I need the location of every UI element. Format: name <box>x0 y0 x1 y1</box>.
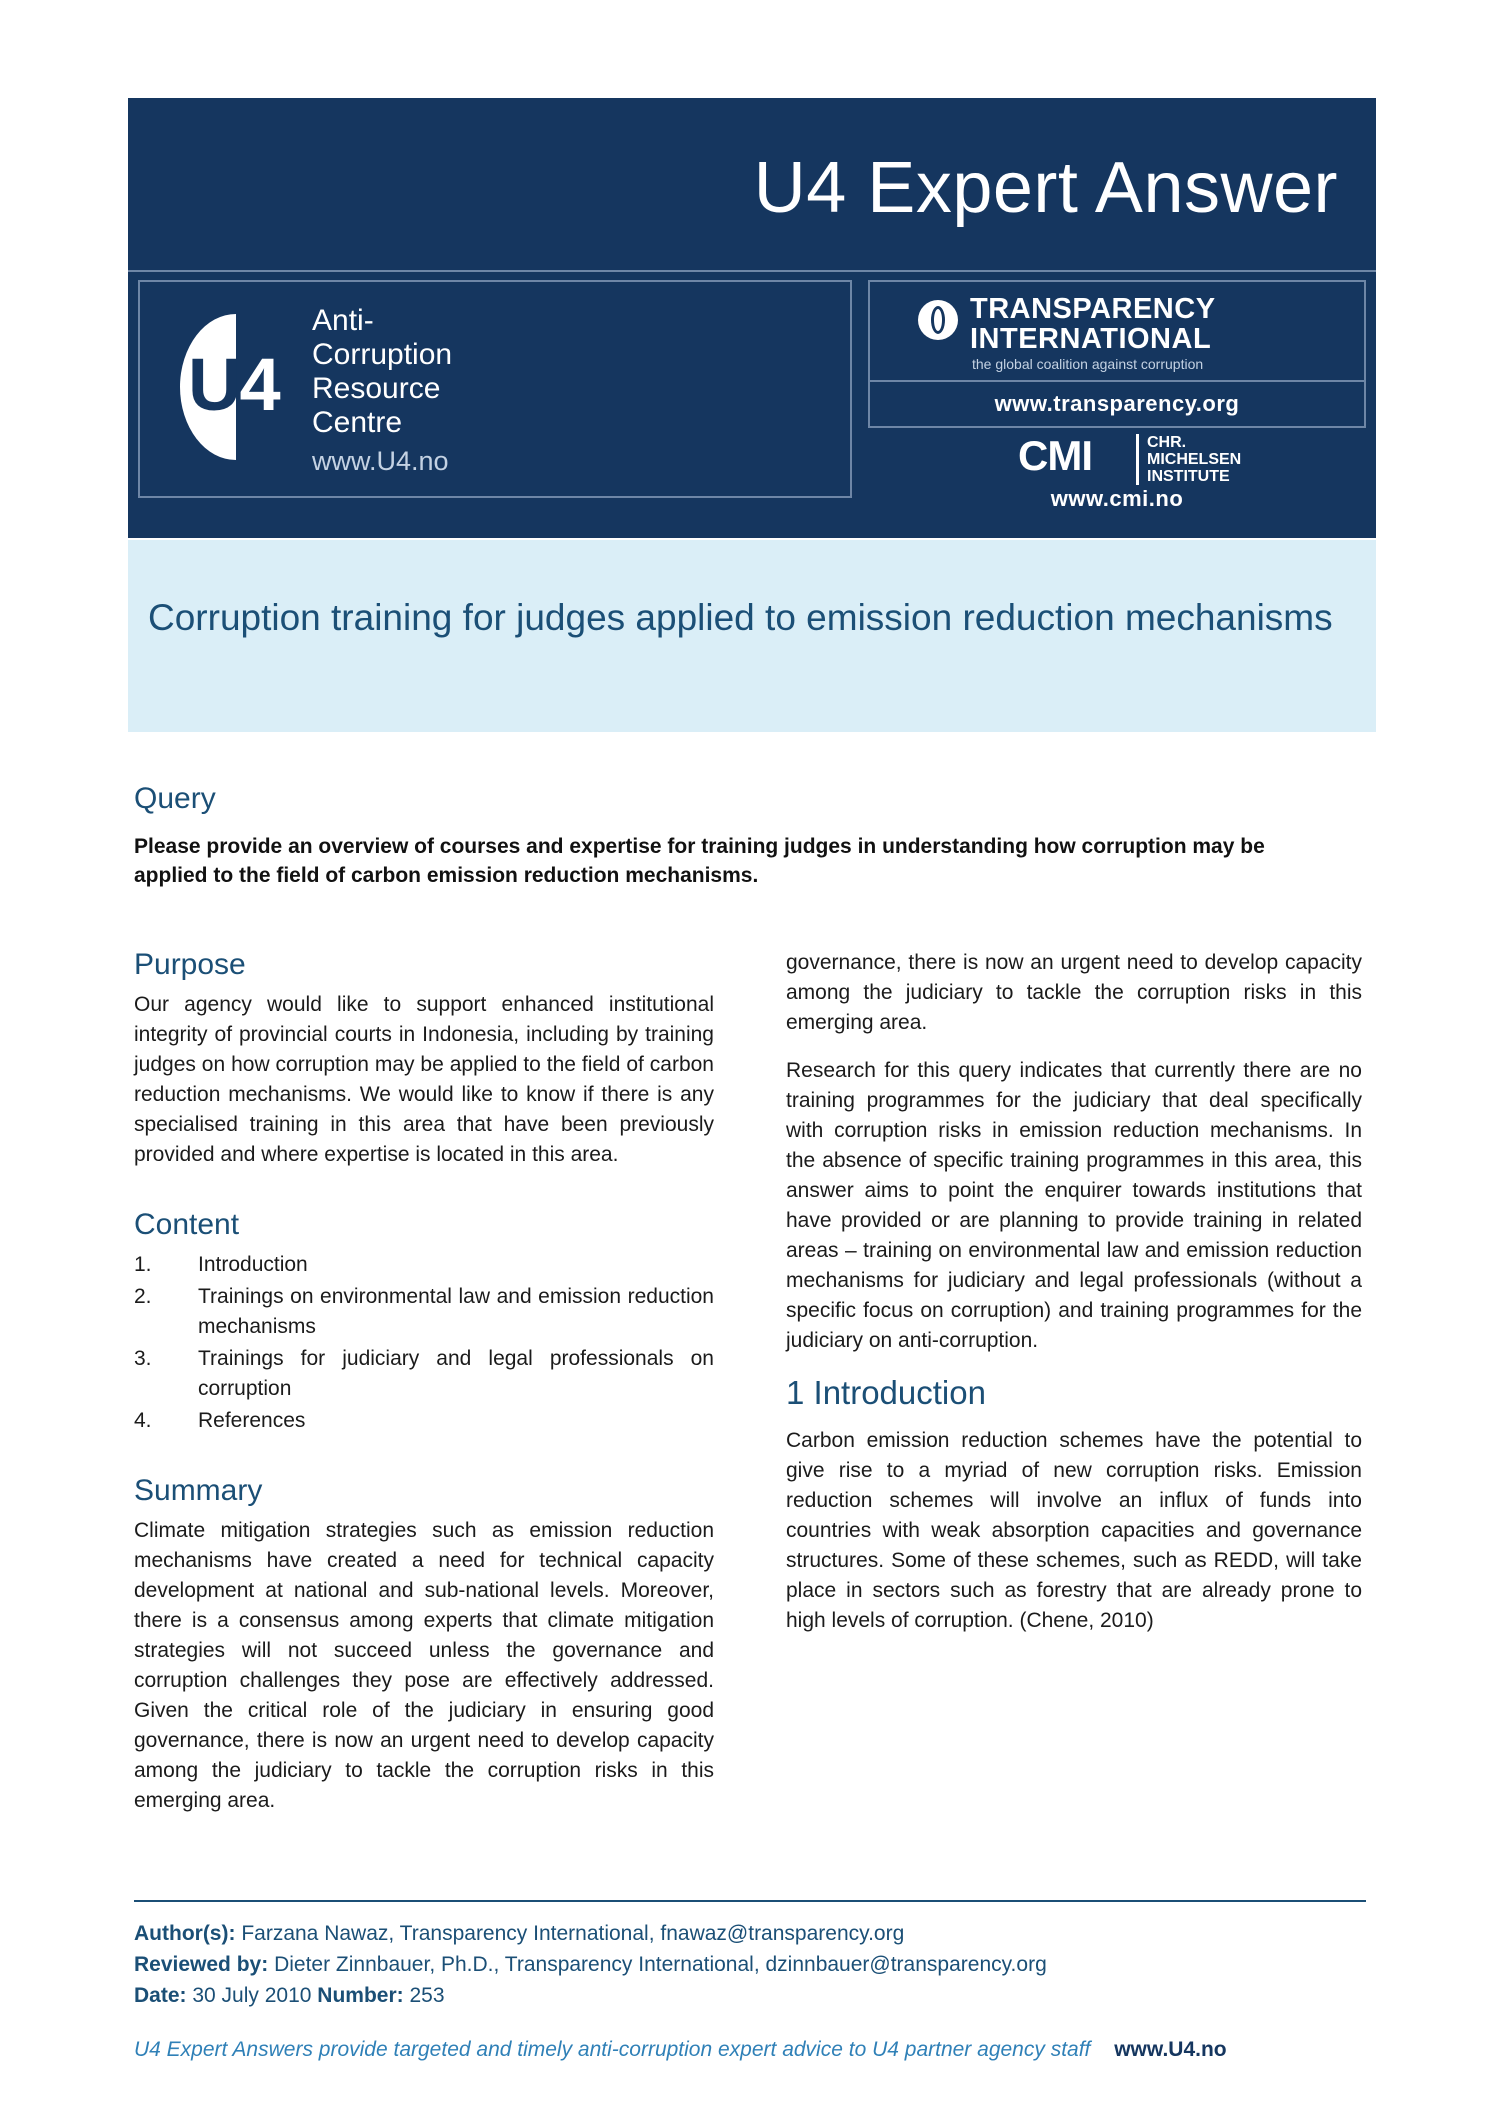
footer-reviewer-row <box>134 1949 1366 1980</box>
footer-date-value: 30 July 2010 <box>192 1984 312 2007</box>
u4-logo-icon: U4 <box>180 306 290 472</box>
query-text: Please provide an overview of courses and expertise for training judges in understanding how corruption may be applied to the field of carbon emission reduction mechanisms. <box>134 835 1265 887</box>
list-item-label: Introduction <box>198 1253 308 1276</box>
purpose-text: Our agency would like to support enhanced institutional integrity of provincial courts in Indonesia, including by training judges on how corruption may be applied to the field of carbon reduction mechanisms. We would like to know if there is any specialised training in this area that have been previously provided and where expertise is located in this area. <box>134 993 714 1166</box>
list-item <box>134 1250 714 1280</box>
cmi-mark: CMI <box>1018 432 1092 479</box>
list-item <box>134 1282 714 1342</box>
right-column <box>786 948 1362 1654</box>
introduction-paragraph-1: Carbon emission reduction schemes have the potential to give rise to a myriad of new corruption risks. Emission reduction schemes will involve an influx of funds into countries with weak absorption capacities and governance structures. Some of these schemes, such as REDD, will take place in sectors such as forestry that are already prone to high levels of corruption. (Chene, 2010) <box>786 1429 1362 1632</box>
list-item-number: 3. <box>134 1347 152 1370</box>
list-item-label: Trainings on environmental law and emission reduction mechanisms <box>198 1285 714 1338</box>
cmi-subtitle: CHR. MICHELSEN INSTITUTE <box>1136 434 1241 485</box>
list-item-label: References <box>198 1409 306 1432</box>
transparency-international-logo-box <box>868 280 1366 382</box>
footer <box>134 1918 1366 2011</box>
list-item <box>134 1344 714 1404</box>
summary-paragraph-1-continued: governance, there is now an urgent need to develop capacity among the judiciary to tackle the corruption risks in this emerging area. <box>786 951 1362 1034</box>
list-item-number: 2. <box>134 1285 152 1308</box>
cmi-url: www.cmi.no <box>1050 486 1184 511</box>
footer-note-text: U4 Expert Answers provide targeted and timely anti-corruption expert advice to U4 partner agency staff <box>134 2038 1091 2061</box>
footer-date-label: Date: <box>134 1984 187 2007</box>
u4-logo-box <box>138 280 852 498</box>
purpose-heading: Purpose <box>134 948 246 981</box>
list-item <box>134 1406 714 1436</box>
footer-divider <box>134 1900 1366 1902</box>
banner-divider <box>128 270 1376 272</box>
footer-reviewer-value: Dieter Zinnbauer, Ph.D., Transparency International, dzinnbauer@transparency.org <box>274 1953 1047 1976</box>
list-item-number: 4. <box>134 1409 152 1432</box>
ti-tagline: the global coalition against corruption <box>972 356 1204 372</box>
introduction-heading: 1 Introduction <box>786 1374 986 1411</box>
left-column <box>134 948 714 1834</box>
u4-logo-url: www.U4.no <box>312 446 449 476</box>
footer-date-row <box>134 1980 1366 2011</box>
summary-heading: Summary <box>134 1474 263 1507</box>
footer-reviewer-label: Reviewed by: <box>134 1953 269 1976</box>
footer-note-url: www.U4.no <box>1114 2038 1227 2061</box>
title-band <box>128 540 1376 732</box>
transparency-url: www.transparency.org <box>868 382 1366 428</box>
footer-note <box>134 2038 1366 2062</box>
summary-paragraph-1: Climate mitigation strategies such as emission reduction mechanisms have created a need for technical capacity development at national and sub-national levels. Moreover, there is a consensus among experts that climate mitigation strategies will not succeed unless the governance and corruption challenges they pose are effectively addressed. Given the critical role of the judiciary in ensuring good governance, there is now an urgent need to develop capacity among the judiciary to tackle the corruption risks in this emerging area. <box>134 1519 714 1812</box>
u4-logo-text: Anti- Corruption Resource Centre www.U4.no <box>312 304 453 476</box>
summary-paragraph-2: Research for this query indicates that currently there are no training programmes for the judiciary that deal specifically with corruption risks in emission reduction mechanisms. In the absence of specific training programmes in this area, this answer aims to point the enquirer towards institutions that have provided or are planning to provide training in related areas – training on environmental law and emission reduction mechanisms for judiciary and legal professionals (without a specific focus on corruption) and training programmes for the judiciary on anti-corruption. <box>786 1059 1362 1352</box>
list-item-number: 1. <box>134 1253 152 1276</box>
footer-author-row <box>134 1918 1366 1949</box>
ti-name: TRANSPARENCY INTERNATIONAL <box>970 293 1216 355</box>
content-heading: Content <box>134 1208 240 1241</box>
header-banner <box>128 98 1376 538</box>
content-list <box>134 1250 714 1436</box>
footer-author-value: Farzana Nawaz, Transparency International, fnawaz@transparency.org <box>241 1922 905 1945</box>
globe-icon <box>918 300 958 340</box>
footer-number-label: Number: <box>317 1984 404 2007</box>
cmi-logo-box <box>868 428 1366 486</box>
list-item-label: Trainings for judiciary and legal professionals on corruption <box>198 1347 714 1400</box>
banner-title: U4 Expert Answer <box>753 148 1338 228</box>
footer-author-label: Author(s): <box>134 1922 236 1945</box>
query-heading: Query <box>134 782 216 815</box>
page-title: Corruption training for judges applied to emission reduction mechanisms <box>148 597 1333 638</box>
footer-number-value: 253 <box>409 1984 445 2007</box>
